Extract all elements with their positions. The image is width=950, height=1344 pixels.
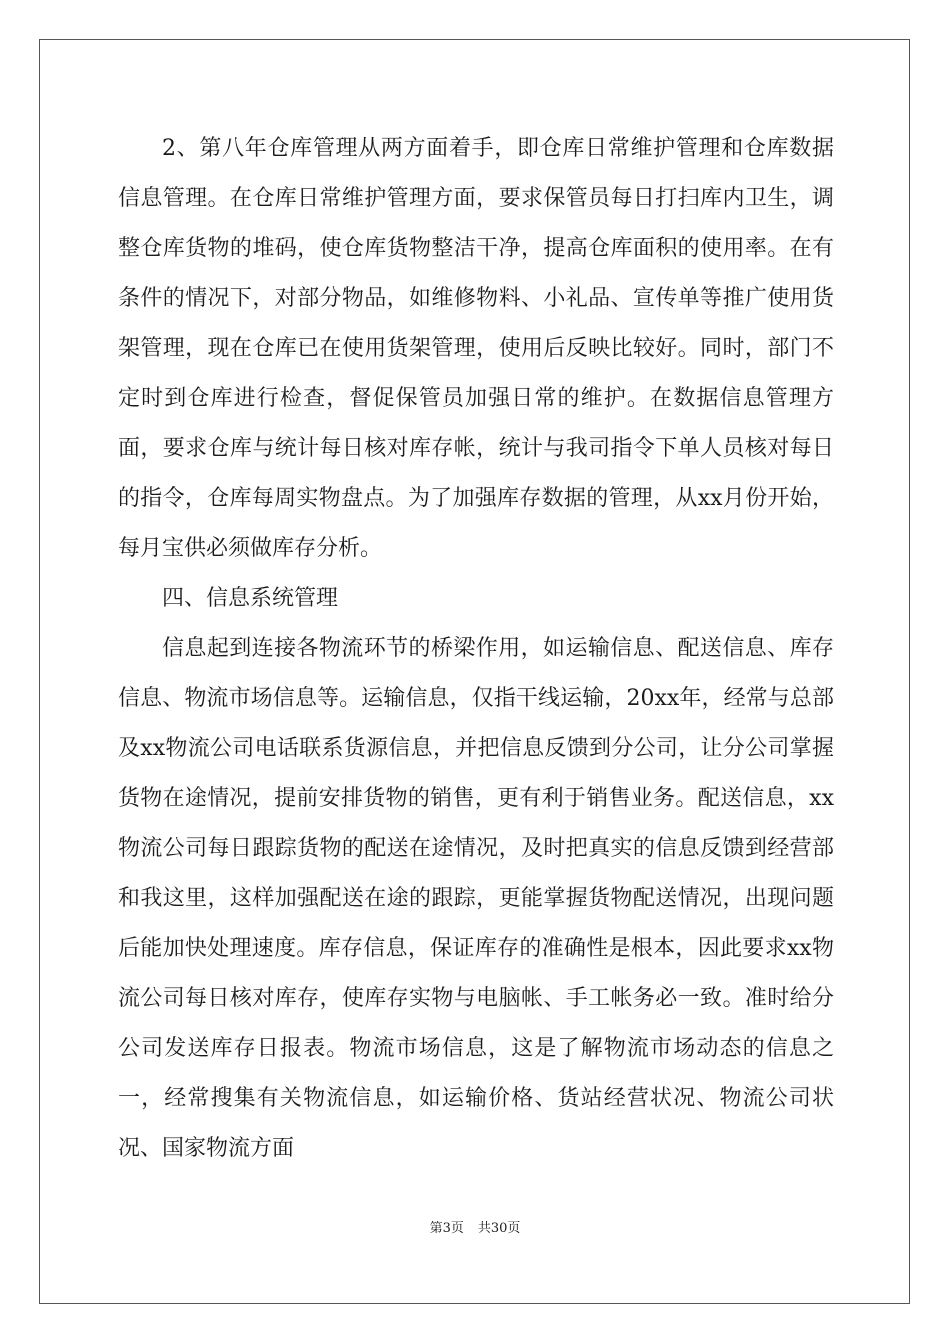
document-body: [118, 124, 834, 1174]
paragraph-information-flow: 信息起到连接各物流环节的桥梁作用，如运输信息、配送信息、库存信息、物流市场信息等。运输信息，仅指干线运输，20xx年，经常与总部及xx物流公司电话联系货源信息，并把信息反馈到分公司，让分公司掌握货物在途情况，提前安排货物的销售，更有利于销售业务。配送信息，xx物流公司每日跟踪货物的配送在途情况，及时把真实的信息反馈到经营部和我这里，这样加强配送在途的跟踪，更能掌握货物配送情况，出现问题后能加快处理速度。库存信息，保证库存的准确性是根本，因此要求xx物流公司每日核对库存，使库存实物与电脑帐、手工帐务必一致。准时给分公司发送库存日报表。物流市场信息，这是了解物流市场动态的信息之一，经常搜集有关物流信息，如运输价格、货站经营状况、物流公司状况、国家物流方面: [118, 636, 834, 1161]
page-footer: [0, 1217, 950, 1236]
page-number-total: 共30页: [477, 1221, 521, 1236]
section-heading-information-system: 四、信息系统管理: [162, 586, 339, 611]
page-number-current: 第3页: [429, 1221, 464, 1236]
paragraph-warehouse-management: 2、第八年仓库管理从两方面着手，即仓库日常维护管理和仓库数据信息管理。在仓库日常维护管理方面，要求保管员每日打扫库内卫生，调整仓库货物的堆码，使仓库货物整洁干净，提高仓库面积的使用率。在有条件的情况下，对部分物品，如维修物料、小礼品、宣传单等推广使用货架管理，现在仓库已在使用货架管理，使用后反映比较好。同时，部门不定时到仓库进行检查，督促保管员加强日常的维护。在数据信息管理方面，要求仓库与统计每日核对库存帐，统计与我司指令下单人员核对每日的指令，仓库每周实物盘点。为了加强库存数据的管理，从xx月份开始，每月宝供必须做库存分析。: [118, 136, 834, 561]
